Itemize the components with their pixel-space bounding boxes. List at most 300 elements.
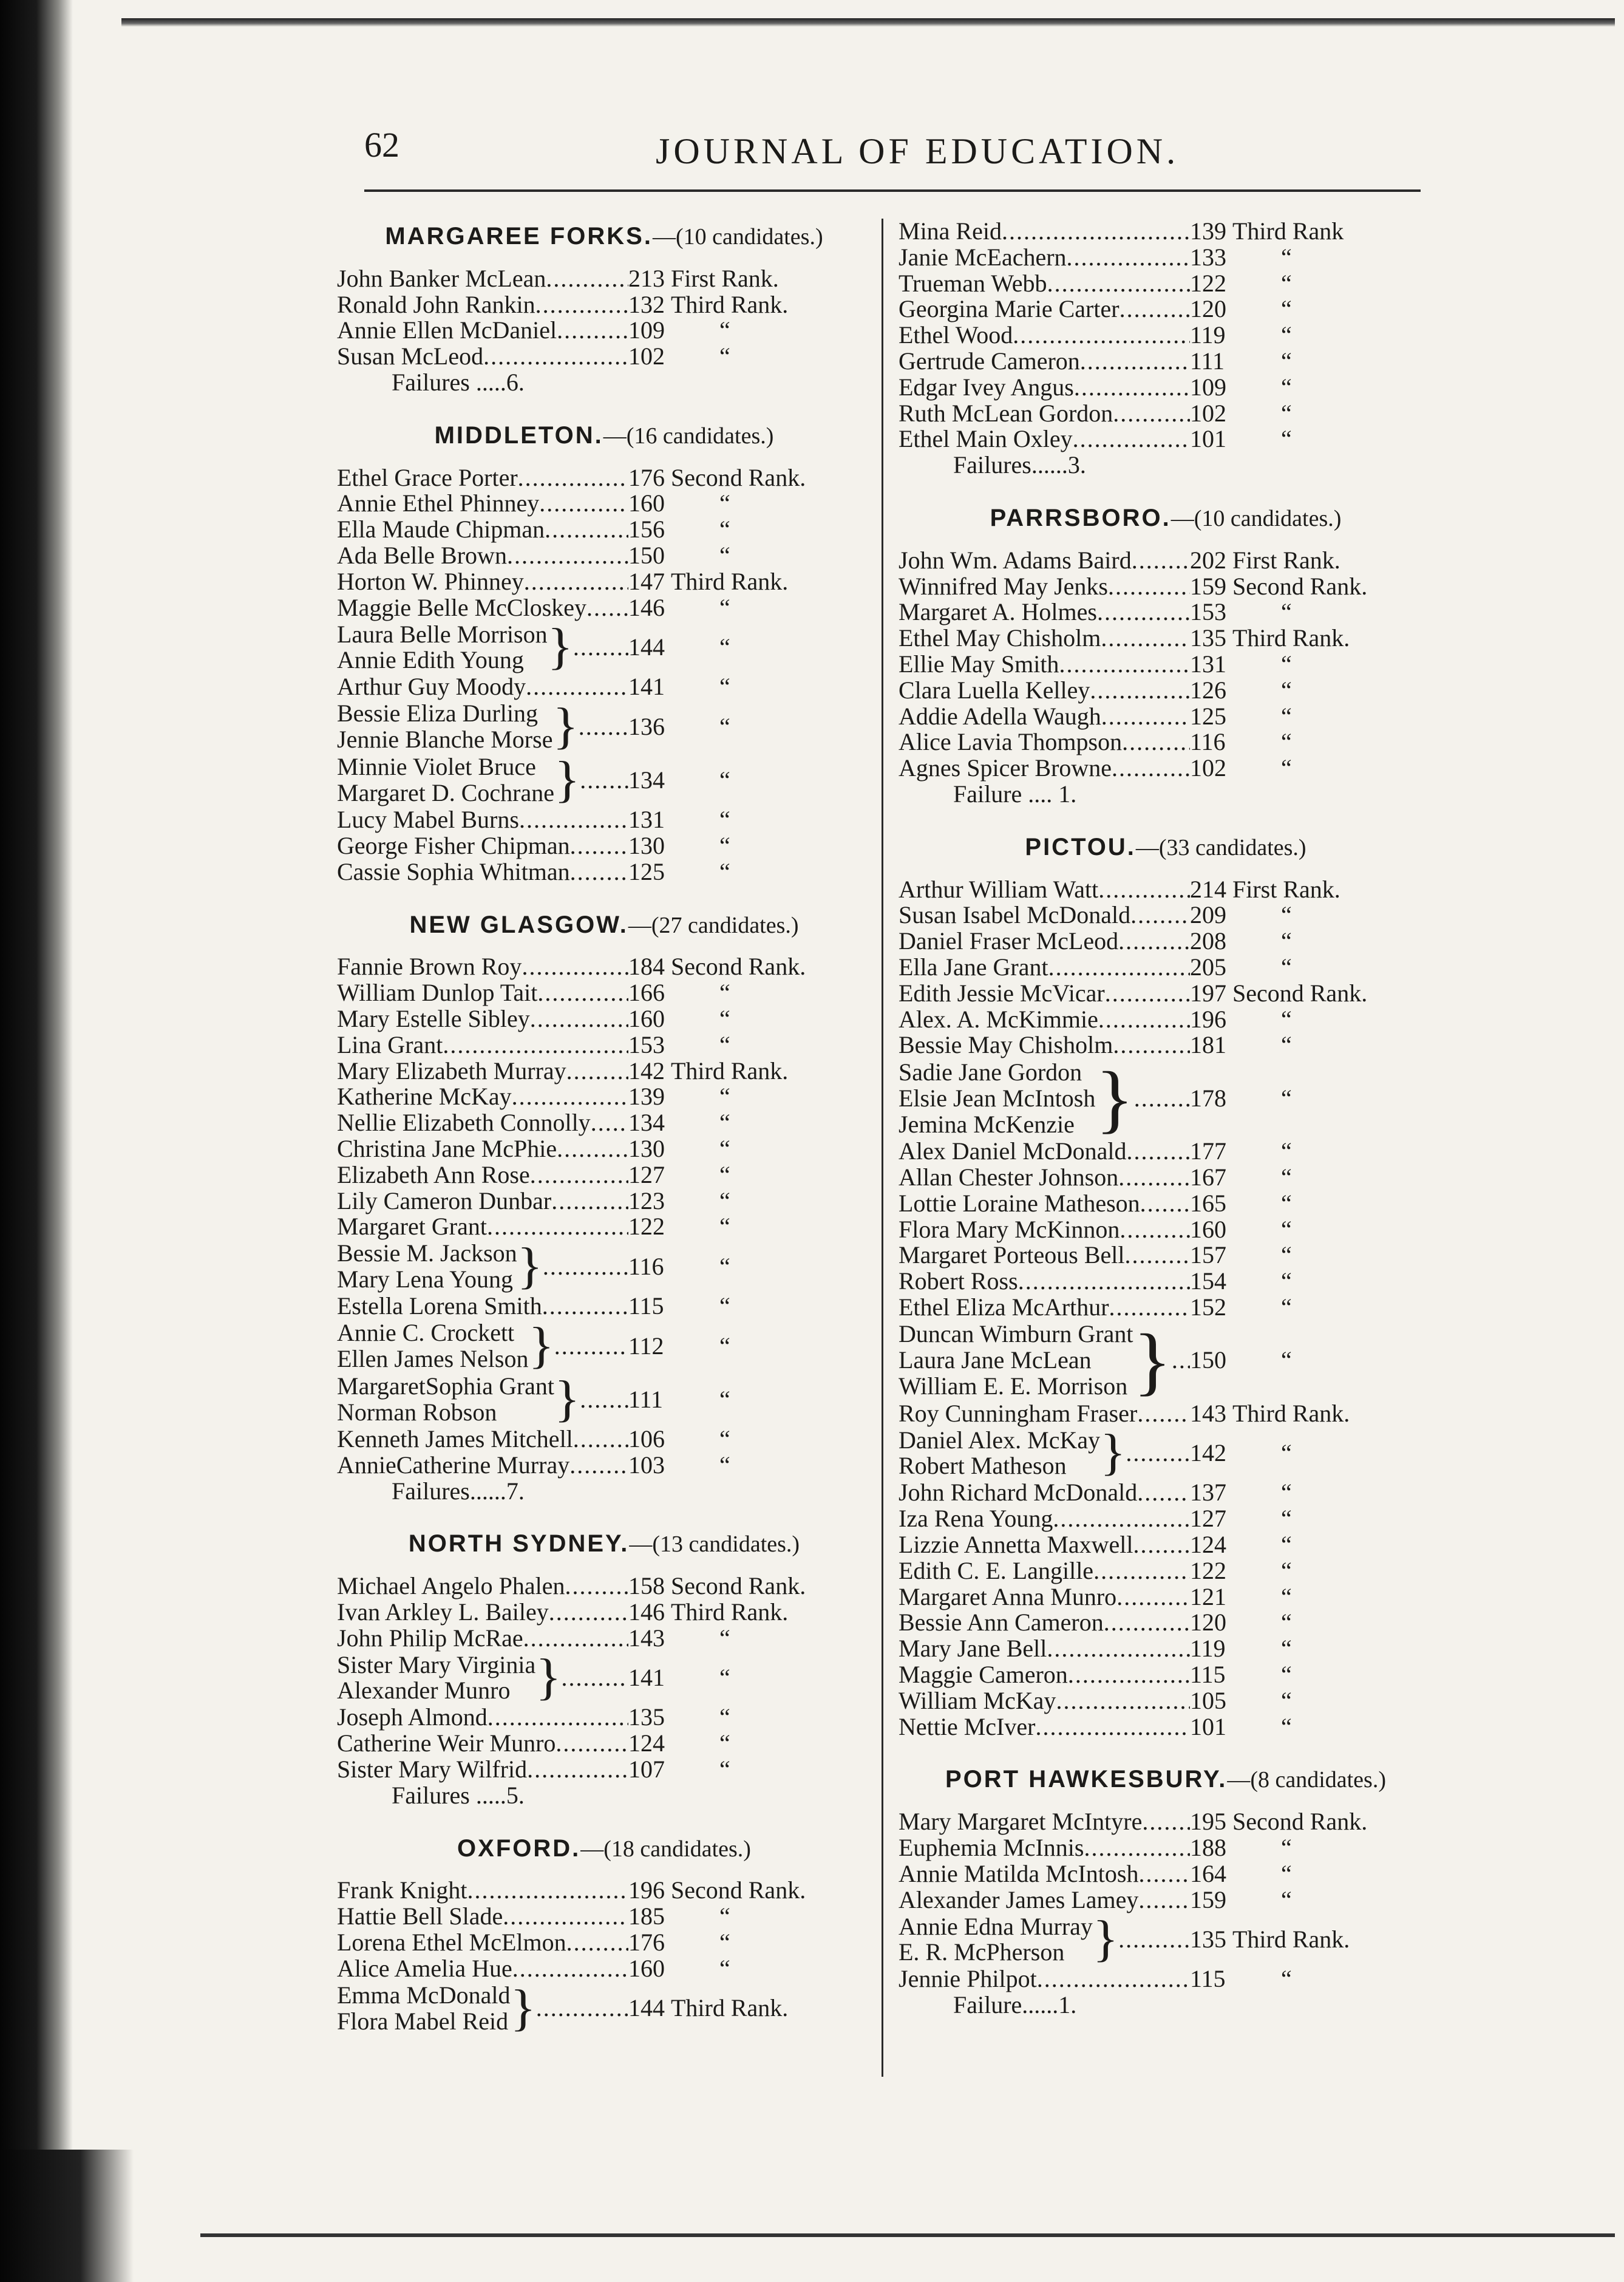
rank-ditto: “: [1281, 1215, 1292, 1243]
brace: }: [1095, 1055, 1134, 1141]
result-row: [899, 271, 1433, 297]
candidate-score: 122: [628, 1213, 665, 1241]
candidate-name: Alexander James Lamey: [899, 1885, 1139, 1913]
candidate-rank: Third Rank.: [671, 1057, 789, 1085]
section-place: PARRSBORO.: [990, 504, 1171, 531]
candidate-name: Sister Mary Virginia: [337, 1650, 536, 1678]
candidate-name: Mary Jane Bell: [899, 1635, 1047, 1663]
rank-ditto: “: [719, 1729, 730, 1757]
rank-ditto: “: [1281, 1189, 1292, 1217]
result-row: [337, 1006, 871, 1032]
result-row: [899, 1165, 1433, 1191]
section-heading: [337, 423, 871, 449]
section-place: MARGAREE FORKS.: [385, 223, 653, 250]
result-row: [899, 625, 1433, 652]
result-row: [899, 574, 1433, 600]
candidate-rank: Third Rank.: [1232, 624, 1350, 652]
candidate-name: Ronald John Rankin: [337, 290, 535, 318]
leader-dots: [522, 954, 628, 980]
result-row: [337, 595, 871, 621]
candidate-name: Ethel May Chisholm: [899, 624, 1101, 652]
leader-dots: [543, 1254, 628, 1280]
candidate-name: Clara Luella Kelley: [899, 676, 1090, 704]
result-row: [337, 543, 871, 569]
leader-dots: [580, 768, 628, 794]
candidate-name: Margaret A. Holmes: [899, 598, 1097, 626]
candidate-score: 134: [628, 766, 665, 794]
candidate-name: Winnifred May Jenks: [899, 572, 1108, 600]
rank-ditto: “: [1281, 1439, 1292, 1467]
candidate-name: Duncan Wimburn Grant: [899, 1320, 1133, 1348]
candidate-name: Roy Cunningham Fraser: [899, 1399, 1138, 1427]
rank-ditto: “: [1281, 1582, 1292, 1610]
candidate-score: 160: [628, 1004, 665, 1032]
candidate-rank: Third Rank.: [671, 290, 789, 318]
rank-ditto: “: [1281, 347, 1292, 375]
leader-dots: [1132, 548, 1190, 574]
candidate-name: Lottie Loraine Matheson: [899, 1189, 1140, 1217]
candidate-rank: Third Rank.: [671, 567, 789, 595]
candidate-score: 159: [1190, 572, 1226, 600]
candidate-name: Ellie May Smith: [899, 650, 1059, 678]
candidate-score: 103: [628, 1451, 665, 1479]
rank-ditto: “: [1281, 1531, 1292, 1559]
section-candidates: —(16 candidates.): [603, 423, 774, 449]
result-row: [337, 1214, 871, 1240]
candidate-score: 139: [628, 1083, 665, 1111]
candidate-score: 153: [628, 1030, 665, 1058]
result-row: [899, 1191, 1433, 1217]
candidate-score: 209: [1190, 901, 1226, 929]
result-row: [899, 219, 1433, 245]
grouped-names: [899, 1060, 1095, 1137]
result-row: [899, 1217, 1433, 1243]
candidate-name: MargaretSophia Grant: [337, 1372, 555, 1400]
candidate-score: 141: [628, 1664, 665, 1692]
leader-dots: [1047, 1636, 1190, 1662]
rank-ditto: “: [719, 712, 730, 740]
candidate-score: 139: [1190, 217, 1226, 245]
candidate-name: Bessie Eliza Durling: [337, 700, 539, 727]
candidate-rank: Second Rank.: [671, 463, 806, 491]
leader-dots: [1084, 1835, 1191, 1861]
candidate-name: Maggie Cameron: [899, 1661, 1068, 1689]
result-row: [337, 1956, 871, 1982]
candidate-score: 150: [1190, 1346, 1226, 1374]
candidate-score: 176: [628, 1929, 665, 1957]
grouped-names: [337, 1320, 529, 1372]
candidate-name: Maggie Belle McCloskey: [337, 593, 587, 621]
candidate-score: 119: [1190, 321, 1226, 349]
result-row: [899, 322, 1433, 349]
candidate-score: 196: [1190, 1005, 1226, 1033]
candidate-name: E. R. McPherson: [899, 1938, 1065, 1966]
candidate-score: 135: [1190, 1926, 1226, 1953]
candidate-name: Jemina McKenzie: [899, 1110, 1075, 1138]
leader-dots: [569, 1453, 628, 1479]
scan-shadow-left: [0, 0, 73, 2282]
candidate-score: 102: [1190, 754, 1226, 782]
leader-dots: [573, 635, 628, 661]
leader-dots: [1090, 678, 1190, 704]
failures-note: Failure......1.: [953, 1991, 1077, 2019]
candidate-name: Susan Isabel McDonald: [899, 901, 1131, 929]
candidate-rank: Third Rank.: [1232, 1926, 1350, 1953]
candidate-name: Annie Matilda McIntosh: [899, 1859, 1139, 1887]
candidate-name: Georgina Marie Carter: [899, 295, 1119, 323]
rank-ditto: “: [719, 1425, 730, 1453]
brace: }: [1133, 1318, 1172, 1403]
leader-dots: [1048, 955, 1190, 981]
leader-dots: [1047, 271, 1190, 297]
candidate-name: Nellie Elizabeth Connolly: [337, 1109, 591, 1137]
candidate-score: 196: [628, 1876, 665, 1904]
section-place: PICTOU.: [1025, 833, 1136, 860]
candidate-rank: First Rank.: [1232, 546, 1340, 574]
leader-dots: [1059, 652, 1190, 678]
brace: }: [510, 1980, 536, 2037]
leader-dots: [1035, 1714, 1190, 1740]
candidate-name: Ella Jane Grant: [899, 953, 1048, 981]
result-row: [337, 1136, 871, 1162]
left-column: [337, 219, 871, 2057]
section-place: NEW GLASGOW.: [409, 911, 628, 938]
leader-dots: [1098, 1007, 1190, 1033]
grouped-names: [899, 1321, 1133, 1399]
result-row: [899, 375, 1433, 401]
candidate-score: 142: [1190, 1439, 1226, 1467]
candidate-name: Jennie Blanche Morse: [337, 726, 553, 754]
candidate-rank: First Rank.: [671, 264, 779, 292]
result-row: [899, 1861, 1433, 1887]
leader-dots: [507, 543, 628, 569]
section-gap: [337, 2035, 871, 2057]
candidate-name: Iza Rena Young: [899, 1505, 1053, 1533]
grouped-result: [899, 1426, 1433, 1480]
result-row: [337, 1731, 871, 1757]
result-row: [899, 401, 1433, 427]
rank-ditto: “: [719, 1756, 730, 1783]
brace: }: [1100, 1425, 1126, 1482]
candidate-name: Alex. A. McKimmie: [899, 1005, 1098, 1033]
candidate-score: 132: [628, 290, 665, 318]
rank-ditto: “: [1281, 1505, 1292, 1533]
candidate-score: 112: [628, 1332, 664, 1360]
candidate-rank: Second Rank.: [1232, 572, 1368, 600]
rank-ditto: “: [719, 766, 730, 794]
grouped-names: [337, 1374, 554, 1426]
candidate-name: Annie Ellen McDaniel: [337, 316, 557, 344]
result-row: [337, 1757, 871, 1783]
leader-dots: [1113, 401, 1190, 427]
rank-ditto: “: [1281, 1609, 1292, 1637]
candidate-name: Jennie Philpot: [899, 1965, 1037, 1993]
rank-ditto: “: [719, 1385, 730, 1413]
result-row: [899, 1532, 1433, 1558]
candidate-name: Bessie M. Jackson: [337, 1239, 517, 1267]
leader-dots: [523, 1626, 628, 1652]
result-row: [899, 599, 1433, 625]
result-row: [337, 266, 871, 292]
candidate-name: Alice Amelia Hue: [337, 1954, 512, 1982]
candidate-score: 160: [1190, 1215, 1226, 1243]
grouped-names: [337, 754, 554, 806]
leader-dots: [1133, 1532, 1190, 1558]
result-row: [337, 1426, 871, 1453]
candidate-name: Ellen James Nelson: [337, 1344, 529, 1372]
leader-dots: [1097, 599, 1190, 625]
leader-dots: [526, 674, 628, 700]
leader-dots: [512, 1084, 628, 1110]
leader-dots: [1122, 729, 1190, 755]
candidate-name: Joseph Almond: [337, 1703, 488, 1731]
rank-ditto: “: [719, 1134, 730, 1162]
candidate-name: Bessie Ann Cameron: [899, 1609, 1104, 1637]
rank-ditto: “: [719, 1083, 730, 1111]
candidate-score: 131: [1190, 650, 1226, 678]
leader-dots: [1002, 219, 1190, 245]
candidate-name: Emma McDonald: [337, 1981, 511, 2009]
leader-dots: [566, 1930, 628, 1956]
result-row: [899, 1887, 1433, 1913]
candidate-name: Margaret Grant: [337, 1213, 487, 1241]
candidate-name: Annie Ethel Phinney: [337, 489, 540, 517]
candidate-score: 177: [1190, 1137, 1226, 1165]
brace: }: [528, 1318, 554, 1374]
rank-ditto: “: [719, 1292, 730, 1320]
leader-dots: [557, 318, 628, 344]
candidate-name: Ella Maude Chipman: [337, 516, 545, 543]
candidate-name: Annie Edna Murray: [899, 1912, 1093, 1940]
candidate-name: Trueman Webb: [899, 269, 1047, 297]
rank-ditto: “: [1281, 295, 1292, 323]
section-gap: [899, 479, 1433, 500]
result-row: [899, 928, 1433, 955]
candidate-name: Flora Mary McKinnon: [899, 1215, 1120, 1243]
candidate-name: Annie Edith Young: [337, 646, 524, 674]
section-candidates: —(33 candidates.): [1135, 834, 1306, 860]
section-heading: [899, 505, 1433, 532]
leader-dots: [1116, 1584, 1190, 1610]
rank-ditto: “: [1281, 1885, 1292, 1913]
section-candidates: —(10 candidates.): [1170, 505, 1342, 531]
leader-dots: [483, 344, 628, 370]
candidate-score: 111: [628, 1385, 664, 1413]
candidate-score: 116: [628, 1252, 664, 1280]
candidate-name: Ada Belle Brown: [337, 541, 507, 569]
leader-dots: [557, 1136, 628, 1162]
candidate-name: Frank Knight: [337, 1876, 467, 1904]
rank-ditto: “: [1281, 1834, 1292, 1862]
section-place: OXFORD.: [457, 1834, 581, 1862]
leader-dots: [546, 266, 628, 292]
result-row: [337, 1878, 871, 1904]
rank-ditto: “: [719, 1624, 730, 1652]
leader-dots: [1137, 1401, 1190, 1427]
candidate-score: 188: [1190, 1834, 1226, 1862]
grouped-result: [337, 1982, 871, 2035]
result-row: [337, 465, 871, 491]
candidate-score: 115: [1190, 1965, 1226, 1993]
result-row: [337, 1293, 871, 1320]
candidate-name: Annie C. Crockett: [337, 1319, 515, 1347]
result-row: [899, 1558, 1433, 1584]
section-gap: [337, 1504, 871, 1526]
candidate-score: 109: [628, 316, 665, 344]
candidate-score: 166: [628, 979, 665, 1007]
result-row: [899, 548, 1433, 574]
result-row: [899, 1584, 1433, 1610]
result-row: [337, 517, 871, 543]
result-row: [899, 349, 1433, 375]
rank-ditto: “: [719, 1030, 730, 1058]
leader-dots: [1126, 1440, 1190, 1466]
rank-ditto: “: [719, 1929, 730, 1957]
candidate-name: William McKay: [899, 1686, 1056, 1714]
rank-ditto: “: [1281, 425, 1292, 453]
leader-dots: [1101, 704, 1190, 730]
candidate-rank: Second Rank.: [671, 953, 806, 981]
leader-dots: [487, 1214, 628, 1240]
brace: }: [517, 1238, 543, 1295]
candidate-name: Elsie Jean McIntosh: [899, 1084, 1096, 1112]
candidate-name: Edith Jessie McVicar: [899, 979, 1105, 1007]
candidate-score: 133: [1190, 243, 1226, 271]
candidate-score: 160: [628, 489, 665, 517]
candidate-score: 101: [1190, 425, 1226, 453]
candidate-name: Cassie Sophia Whitman: [337, 857, 570, 885]
leader-dots: [545, 517, 628, 543]
leader-dots: [536, 1995, 628, 2021]
result-row: [899, 1007, 1433, 1033]
leader-dots: [1018, 1269, 1190, 1295]
candidate-name: Alice Lavia Thompson: [899, 728, 1123, 756]
result-row: [899, 1688, 1433, 1714]
result-row: [899, 704, 1433, 730]
leader-dots: [519, 807, 628, 833]
candidate-score: 122: [1190, 269, 1226, 297]
leader-dots: [1142, 1809, 1190, 1835]
leader-dots: [1118, 1165, 1190, 1191]
candidate-name: AnnieCatherine Murray: [337, 1451, 570, 1479]
result-row: [337, 1032, 871, 1058]
rank-ditto: “: [1281, 953, 1292, 981]
candidate-score: 213: [628, 264, 665, 292]
leader-dots: [1130, 902, 1190, 928]
candidate-score: 115: [628, 1292, 664, 1320]
candidate-score: 150: [628, 541, 665, 569]
scan-shadow-bottom-left: [0, 2150, 134, 2282]
rank-ditto: “: [719, 1004, 730, 1032]
leader-dots: [1109, 1295, 1190, 1321]
scan-edge-bottom: [200, 2233, 1615, 2237]
leader-dots: [1134, 1086, 1190, 1112]
candidate-name: Susan McLeod: [337, 342, 484, 370]
brace: }: [1092, 1911, 1119, 1968]
candidate-name: Lorena Ethel McElmon: [337, 1929, 566, 1957]
candidate-score: 153: [1190, 598, 1226, 626]
rank-ditto: “: [719, 1451, 730, 1479]
candidate-score: 124: [1190, 1531, 1226, 1559]
section-heading: [337, 1531, 871, 1558]
leader-dots: [467, 1878, 628, 1904]
candidate-score: 146: [628, 1598, 665, 1626]
brace: }: [535, 1649, 562, 1706]
leader-dots: [1013, 322, 1190, 349]
result-row: [899, 955, 1433, 981]
candidate-score: 115: [1190, 1661, 1226, 1689]
brace: }: [554, 1371, 580, 1428]
grouped-names: [337, 1983, 511, 2035]
candidate-name: John Wm. Adams Baird: [899, 546, 1132, 574]
leader-dots: [488, 1705, 628, 1731]
rank-ditto: “: [719, 1109, 730, 1137]
result-row: [337, 318, 871, 344]
candidate-name: Ethel Grace Porter: [337, 463, 518, 491]
candidate-name: Margaret Anna Munro: [899, 1582, 1117, 1610]
result-row: [899, 729, 1433, 755]
result-row: [337, 344, 871, 370]
candidate-score: 152: [1190, 1293, 1226, 1321]
candidate-name: Norman Robson: [337, 1398, 497, 1426]
candidate-score: 101: [1190, 1712, 1226, 1740]
leader-dots: [586, 595, 628, 621]
leader-dots: [1137, 1480, 1190, 1506]
leader-dots: [1056, 1688, 1190, 1714]
leader-dots: [1037, 1966, 1190, 1992]
leader-dots: [1140, 1191, 1190, 1217]
candidate-name: Lina Grant: [337, 1030, 443, 1058]
candidate-score: 123: [628, 1187, 665, 1214]
candidate-name: Mary Margaret McIntyre: [899, 1808, 1143, 1836]
result-row: [899, 981, 1433, 1007]
rank-ditto: “: [1281, 321, 1292, 349]
candidate-score: 165: [1190, 1189, 1226, 1217]
rank-ditto: “: [719, 857, 730, 885]
failures-note: Failures......7.: [392, 1477, 525, 1505]
candidate-score: 102: [628, 342, 665, 370]
section-place: PORT HAWKESBURY.: [945, 1766, 1228, 1793]
candidate-score: 158: [628, 1572, 665, 1600]
leader-dots: [1101, 625, 1190, 652]
section-candidates: —(27 candidates.): [628, 912, 799, 938]
candidate-name: Mina Reid: [899, 217, 1002, 245]
leader-dots: [1113, 1032, 1190, 1058]
rank-ditto: “: [719, 1252, 730, 1280]
result-row: [337, 1705, 871, 1731]
candidate-name: Euphemia McInnis: [899, 1834, 1084, 1862]
candidate-score: 127: [628, 1160, 665, 1188]
candidate-score: 159: [1190, 1885, 1226, 1913]
candidate-score: 125: [628, 857, 665, 885]
page-number: 62: [364, 125, 399, 165]
leader-dots: [530, 1006, 628, 1032]
candidate-score: 195: [1190, 1808, 1226, 1836]
result-row: [899, 755, 1433, 782]
result-row: [899, 1139, 1433, 1165]
result-row: [899, 1295, 1433, 1321]
candidate-name: Ethel Main Oxley: [899, 425, 1073, 453]
candidate-score: 146: [628, 593, 665, 621]
leader-dots: [1118, 928, 1190, 955]
result-row: [899, 245, 1433, 271]
candidate-rank: Second Rank.: [1232, 979, 1368, 1007]
candidate-score: 167: [1190, 1163, 1226, 1191]
candidate-name: Bessie May Chisholm: [899, 1031, 1113, 1059]
leader-dots: [591, 1110, 628, 1136]
leader-dots: [503, 1904, 628, 1930]
grouped-result: [899, 1913, 1433, 1966]
